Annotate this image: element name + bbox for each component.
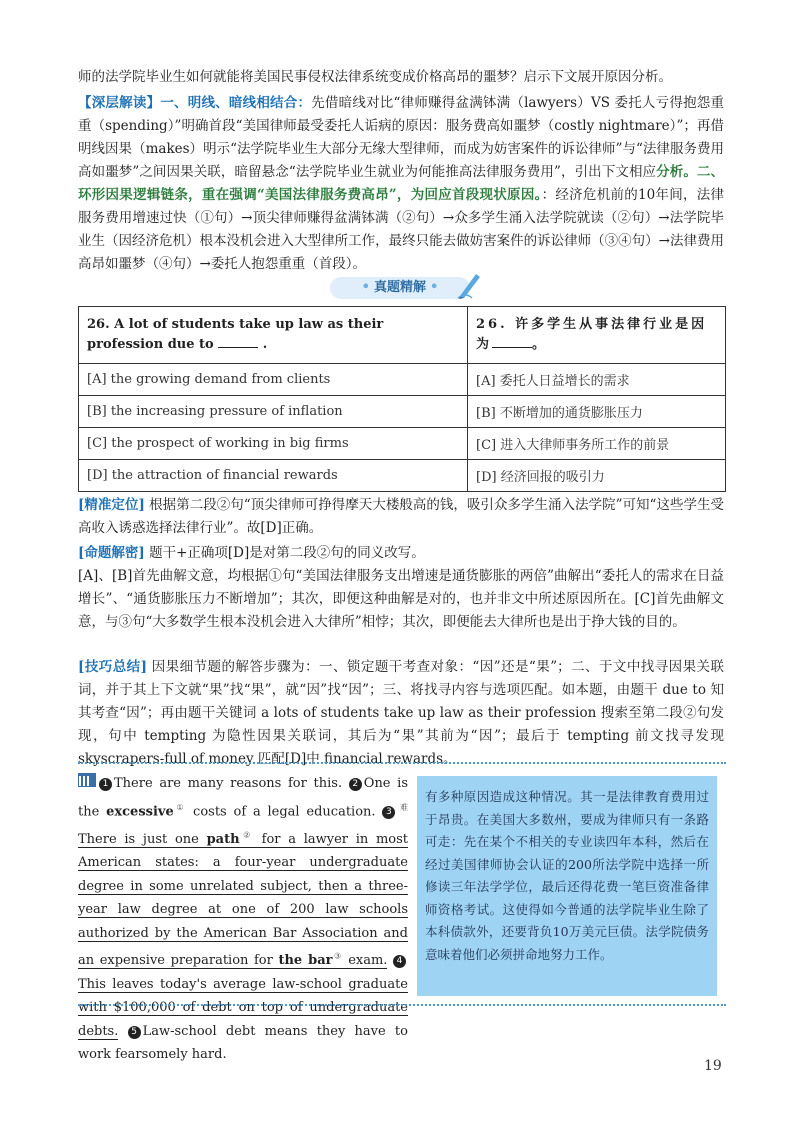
option-a-en: [A] the growing demand from clients [79,364,468,396]
vocab-excessive: excessive [106,803,174,819]
sentence-number-5: 5 [128,1026,141,1039]
skill-label: [技巧总结] [78,659,147,675]
precise-paragraph: [精准定位] 根据第二段②句“顶尖律师可挣得摩天大楼般高的钱，吸引众多学生涌入法学院”可知“这些学生受高收入诱惑选择法律行业”。故[D]正确。 [78,497,724,536]
sentence-number-1: 1 [99,778,112,791]
difficult-mark: 难 [397,802,409,812]
english-passage: 1 There are many reasons for this. 2 One is the excessive① costs of a legal education. 3 $^难$ There is just one path② for a lawyer in most American states: a four-year undergraduate degree in some unrelated subject, then a three-year law degree at one of 200 law schools authorized by the American Bar Association and an expensive preparation for the bar③ exam. 4This leaves today's average law-school graduate with $100,000 of debt on top of undergraduate debts. 5 Law-school debt means they have to work fearsomely hard. [78,772,408,1067]
option-b-en: [B] the increasing pressure of inflation [79,396,468,428]
dotted-divider-bottom [78,1004,726,1006]
option-b-cn: [B] 不断增加的通货膨胀压力 [468,396,726,428]
section-banner: • 真题精解 • [330,277,470,299]
difficult-sentence: There is just one path② for a lawyer in most American states: a four-year undergraduate degree in some unrelated subject, then a three-year law degree at one of 200 law schools authorized by the American Bar Association and an expensive preparation for the bar③ exam. [78,830,409,969]
translation-box: 有多种原因造成这种情况。其一是法律教育费用过于昂贵。在美国大多数州，要成为律师只有一条路可走：先在某个不相关的专业读四年本科，然后在经过美国律师协会认证的200所法学院中选择一所修读三年法学学位，最后还得花费一笔巨资准备律师资格考试。这使得如今普通的法学院毕业生除了本科债款外，还要背负10万美元巨债。法学院债务意味着他们必须拼命地努力工作。 [417,776,717,996]
deep-reading-green: 分析。二、环形因果逻辑链条，重在强调“美国法律服务费高昂”，为回应首段现状原因。 [78,164,724,203]
pen-icon [456,268,484,300]
option-row-b [79,396,726,428]
option-c-cn: [C] 进入大律师事务所工作的前景 [468,428,726,460]
option-row-d [79,460,726,492]
page-number: 19 [704,1058,722,1074]
deep-reading-text2: ：经济危机前的10年间，法律服务费用增速过快（①句）→顶尖律师赚得盆满钵满（②句）→众多学生涌入法学院就读（②句）→法学院毕业生（因经济危机）根本没机会进入大型律所工作，最终只能去做妨害案件的诉讼律师（③④句）→法律费用高昂如噩梦（④句）→委托人抱怨重重（首段）。 [78,187,725,272]
question-header-row [79,307,726,364]
sentence-4: This leaves today's average law-school graduate with $100,000 of debt on top of undergraduate debts. [78,976,408,1039]
decode-paragraph: [命题解密] 题干+正确项[D]是对第二段②句的同义改写。 [78,545,425,561]
option-d-cn: [D] 经济回报的吸引力 [468,460,726,492]
skill-paragraph: [技巧总结] 因果细节题的解答步骤为：一、锁定题干考查对象：“因”还是“果”；二、于文中找寻因果关联词，并于其上下文就“果”找“果”，就“因”找“因”；三、将找寻内容与选项匹配。如本题，由题干 due to 知其考查“因”；再由题干关键词 a lots of students take up law as their profession 搜索至第二段②句发现，句中 tempting 为隐性因果关联词，其后为“果”其前为“因”；最后于 tempting 前文找寻发现 skyscrapers-full of money 匹配[D]中 financial rewards。 [78,659,724,767]
option-d-en: [D] the attraction of financial rewards [79,460,468,492]
deep-reading-paragraph [78,92,724,276]
question-cn: 26. 许多学生从事法律行业是因 为 。 [468,307,726,364]
precise-label: [精准定位] [78,497,145,513]
decode-label: [命题解密] [78,545,145,561]
option-c-en: [C] the prospect of working in big firms [79,428,468,460]
sentence-number-4: 4 [393,955,406,968]
deep-reading-label: 【深层解读】 [78,95,161,111]
option-row-c [79,428,726,460]
sentence-number-3: 3 [382,806,395,819]
intro-line: 师的法学院毕业生如何就能将美国民事侵权法律系统变成价格高昂的噩梦？启示下文展开原因分析。 [78,69,672,85]
option-row-a [79,364,726,396]
dotted-divider [78,762,726,764]
question-table [78,306,726,492]
option-a-cn: [A] 委托人日益增长的需求 [468,364,726,396]
deep-reading-lead: 一、明线、暗线相结合： [160,95,312,111]
decode-paragraph-2: [A]、[B]首先曲解文意，均根据①句“美国法律服务支出增速是通货膨胀的两倍”曲解出“委托人的需求在日益增长”、“通货膨胀压力不断增加”；其次，即便这种曲解是对的，也并非文中所述原因所在。[C]首先曲解文意，与③句“大多数学生根本没机会进入大律所”相悖；其次，即便能去大律所也是出于挣大钱的目的。 [78,568,724,630]
deep-reading-text1: 先借暗线对比“律师赚得盆满钵满（lawyers）VS 委托人亏得抱怨重重（spending）”明确首段“美国律师最受委托人诟病的原因：服务费高如噩梦（costly nightmare）”；再借明线因果（makes）明示“法学院毕业生大部分无缘大型律师，而成为妨害案件的诉讼律师”与“法律服务费用高如噩梦”之间因果关联，暗留悬念“法学院毕业生就业为何能推高法律服务费用”，引出下文相应 [78,95,725,180]
question-en: 26. A lot of students take up law as their profession due to . [79,307,468,364]
paragraph-marker-icon [78,773,96,787]
sentence-number-2: 2 [349,778,362,791]
